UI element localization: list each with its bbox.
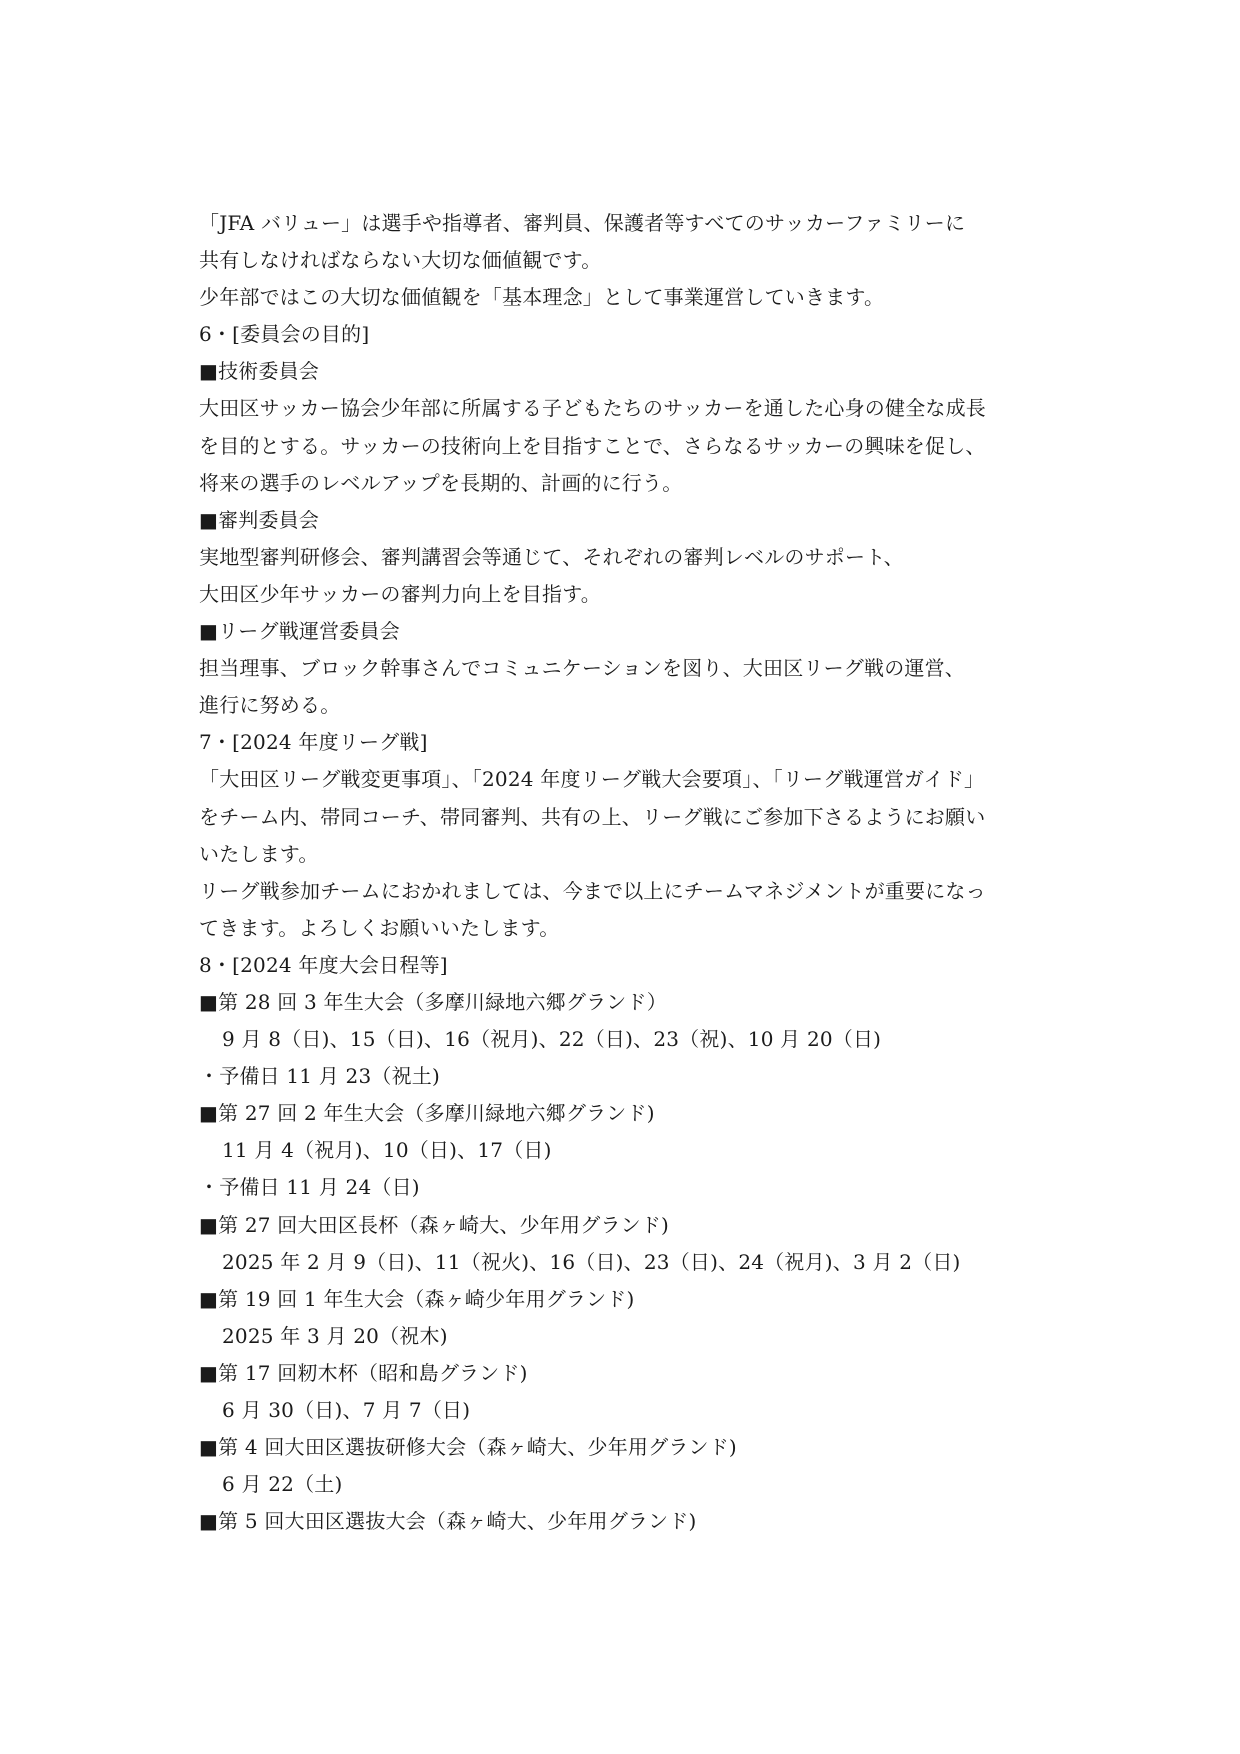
text-line: 6 月 30（日)、7 月 7（日) xyxy=(222,1398,471,1422)
text-line: 進行に努める。 xyxy=(199,693,341,718)
text-line: 「JFA バリュー」は選手や指導者、審判員、保護者等すべてのサッカーファミリーに xyxy=(199,211,966,235)
text-line: 将来の選手のレベルアップを長期的、計画的に行う。 xyxy=(199,470,683,495)
text-line: ■第 19 回 1 年生大会（森ヶ崎少年用グランド) xyxy=(199,1286,635,1311)
text-line: ■第 27 回 2 年生大会（多摩川緑地六郷グランド) xyxy=(199,1101,655,1126)
text-line: ■第 17 回籾木杯（昭和島グランド) xyxy=(199,1360,528,1385)
text-line: 担当理事、ブロック幹事さんでコミュニケーションを図り、大田区リーグ戦の運営、 xyxy=(199,656,965,681)
text-line: いたします。 xyxy=(199,841,319,866)
text-line: 2025 年 3 月 20（祝木) xyxy=(222,1323,448,1348)
text-line: 6 月 22（土) xyxy=(222,1472,343,1497)
text-line: 大田区サッカー協会少年部に所属する子どもたちのサッカーを通した心身の健全な成長 xyxy=(199,396,986,421)
text-line: ■審判委員会 xyxy=(199,507,320,532)
text-line: ■第 4 回大田区選抜研修大会（森ヶ崎大、少年用グランド) xyxy=(199,1435,737,1460)
text-line: ■リーグ戦運営委員会 xyxy=(199,619,400,644)
text-line: 大田区少年サッカーの審判力向上を目指す。 xyxy=(199,581,601,606)
text-line: 11 月 4（祝月)、10（日)、17（日) xyxy=(222,1138,552,1163)
text-line: 9 月 8（日)、15（日)、16（祝月)、22（日)、23（祝)、10 月 20（日) xyxy=(222,1027,882,1052)
text-line: 「大田区リーグ戦変更事項」、「2024 年度リーグ戦大会要項」、「リーグ戦運営ガイド」 xyxy=(199,767,985,792)
text-line: ■第 28 回 3 年生大会（多摩川緑地六郷グランド） xyxy=(199,989,667,1014)
text-line: ・予備日 11 月 23（祝土) xyxy=(199,1064,440,1089)
text-line: ■第 27 回大田区長杯（森ヶ崎大、少年用グランド) xyxy=(199,1212,670,1237)
text-line: 実地型審判研修会、審判講習会等通じて、それぞれの審判レベルのサポート、 xyxy=(199,544,904,569)
text-line: 少年部ではこの大切な価値観を「基本理念」として事業運営していきます。 xyxy=(199,285,885,310)
text-line: 6・[委員会の目的] xyxy=(199,322,370,347)
text-line: 2025 年 2 月 9（日)、11（祝火)、16（日)、23（日)、24（祝月)、3 月 2（日) xyxy=(222,1249,961,1274)
document-body xyxy=(199,205,1079,1540)
text-line: ・予備日 11 月 24（日) xyxy=(199,1175,420,1200)
text-line: を目的とする。サッカーの技術向上を目指すことで、さらなるサッカーの興味を促し、 xyxy=(199,433,986,458)
text-line: リーグ戦参加チームにおかれましては、今まで以上にチームマネジメントが重要になっ xyxy=(199,878,986,903)
text-line: てきます。よろしくお願いいたします。 xyxy=(199,915,560,940)
text-line: ■第 5 回大田区選抜大会（森ヶ崎大、少年用グランド) xyxy=(199,1509,697,1534)
text-line: 共有しなければならない大切な価値観です。 xyxy=(199,248,602,273)
text-line: 8・[2024 年度大会日程等] xyxy=(199,952,448,977)
text-line: 7・[2024 年度リーグ戦] xyxy=(199,730,428,755)
text-line: をチーム内、帯同コーチ、帯同審判、共有の上、リーグ戦にご参加下さるようにお願い xyxy=(199,804,986,829)
text-line: ■技術委員会 xyxy=(199,359,320,384)
